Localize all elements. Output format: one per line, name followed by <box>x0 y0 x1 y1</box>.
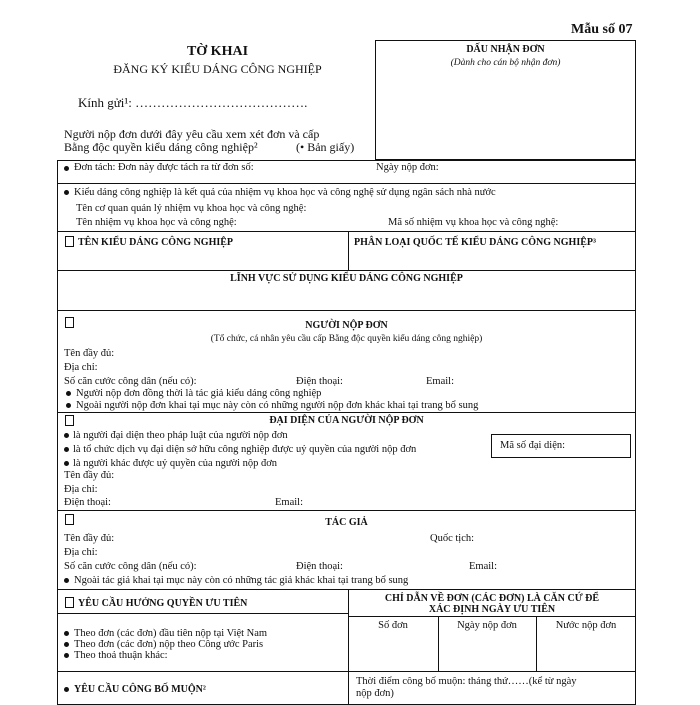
priority-opt3-bullet[interactable] <box>64 653 69 658</box>
late-publication-text-1: Thời điểm công bố muộn: tháng thứ……(kể từ ngày <box>356 676 577 687</box>
field-of-use-label: LĨNH VỰC SỬ DỤNG KIỂU DÁNG CÔNG NGHIỆP <box>230 273 463 284</box>
request-line-2: Bằng độc quyền kiểu dáng công nghiệp² <box>64 140 258 154</box>
author-nationality: Quốc tịch: <box>430 533 475 544</box>
priority-checkbox[interactable] <box>65 597 74 608</box>
request-line-1: Người nộp đơn dưới đây yêu cầu xem xét đơn và cấp <box>64 127 320 141</box>
divider <box>348 616 636 617</box>
priority-opt2-bullet[interactable] <box>64 642 69 647</box>
recipient-line: Kính gửi¹: …………………………………. <box>78 95 308 110</box>
author-opt: Ngoài tác giả khai tại mục này còn có những tác giả khác khai tại trang bổ sung <box>74 575 409 586</box>
divider <box>57 510 636 511</box>
author-opt-bullet[interactable] <box>64 578 69 583</box>
late-publication-text-2: nộp đơn) <box>356 688 394 699</box>
late-publication-bullet[interactable] <box>64 687 69 692</box>
form-title: TỜ KHAI <box>186 44 249 59</box>
priority-opt3: Theo thoả thuận khác: <box>74 650 168 661</box>
divider <box>57 310 636 311</box>
divider <box>57 412 636 413</box>
rep-email: Email: <box>275 497 303 508</box>
divider <box>57 183 636 184</box>
divider <box>57 270 636 271</box>
rep-opt2-bullet[interactable] <box>64 447 69 452</box>
form-subtitle: ĐĂNG KÝ KIỂU DÁNG CÔNG NGHIỆP <box>113 62 322 76</box>
research-task: Tên nhiệm vụ khoa học và công nghệ: <box>76 217 237 228</box>
rep-opt2: là tổ chức dịch vụ đại diện sở hữu công nghiệp được uỷ quyền của người nộp đơn <box>73 444 417 455</box>
priority-title: YÊU CẦU HƯỞNG QUYỀN ƯU TIÊN <box>78 598 248 609</box>
author-id: Số căn cước công dân (nếu có): <box>64 561 197 572</box>
rep-opt1-bullet[interactable] <box>64 433 69 438</box>
basis-col-number: Số đơn <box>378 620 408 631</box>
divider <box>57 613 348 614</box>
late-publication-title: YÊU CẦU CÔNG BỐ MUỘN² <box>74 684 206 695</box>
research-code: Mã số nhiệm vụ khoa học và công nghệ: <box>388 217 559 228</box>
priority-opt2: Theo đơn (các đơn) nộp theo Công ước Paris <box>74 639 264 650</box>
rep-code-label: Mã số đại diện: <box>500 440 566 451</box>
rep-address: Địa chỉ: <box>64 484 98 495</box>
divider <box>57 231 636 232</box>
applicant-full-name: Tên đầy đủ: <box>64 348 115 359</box>
author-title: TÁC GIẢ <box>325 517 368 528</box>
divider <box>57 589 636 590</box>
design-name-checkbox[interactable] <box>65 236 74 247</box>
applicant-email: Email: <box>426 376 454 387</box>
applicant-opt2: Ngoài người nộp đơn khai tại mục này còn có những người nộp đơn khác khai tại trang bổ sung <box>76 400 479 411</box>
priority-opt1-bullet[interactable] <box>64 631 69 636</box>
applicant-phone: Điện thoại: <box>296 376 343 387</box>
applicant-note: (Tổ chức, cá nhân yêu cầu cấp Bằng độc quyền kiểu dáng công nghiệp) <box>210 334 483 344</box>
applicant-id: Số căn cước công dân (nếu có): <box>64 376 197 387</box>
priority-opt1: Theo đơn (các đơn) đầu tiên nộp tại Việt Nam <box>74 628 268 639</box>
rep-phone: Điện thoại: <box>64 497 111 508</box>
paper-option[interactable]: (• Bản giấy) <box>296 140 355 154</box>
applicant-address: Địa chỉ: <box>64 362 98 373</box>
applicant-opt1: Người nộp đơn đồng thời là tác giả kiểu dáng công nghiệp <box>76 388 322 399</box>
rep-opt3: là người khác được uỷ quyền của người nộp đơn <box>73 458 278 469</box>
research-line-1: Kiểu dáng công nghiệp là kết quả của nhiệm vụ khoa học và công nghệ sử dụng ngân sách nhà nước <box>74 187 496 198</box>
form-number: Mẫu số 07 <box>571 22 633 37</box>
rep-full-name: Tên đầy đủ: <box>64 470 115 481</box>
rep-opt3-bullet[interactable] <box>64 461 69 466</box>
research-bullet[interactable] <box>64 190 69 195</box>
basis-col-date: Ngày nộp đơn <box>457 620 517 631</box>
author-email: Email: <box>469 561 497 572</box>
applicant-opt1-bullet[interactable] <box>66 391 71 396</box>
research-agency: Tên cơ quan quản lý nhiệm vụ khoa học và công nghệ: <box>76 203 307 214</box>
author-phone: Điện thoại: <box>296 561 343 572</box>
basis-title-line-2: XÁC ĐỊNH NGÀY ƯU TIÊN <box>428 604 556 615</box>
applicant-title: NGƯỜI NỘP ĐƠN <box>305 320 388 331</box>
basis-col-country: Nước nộp đơn <box>555 620 617 631</box>
divider <box>57 671 636 672</box>
design-name-label: TÊN KIỂU DÁNG CÔNG NGHIỆP <box>78 237 234 248</box>
split-label: Đơn tách: Đơn này được tách ra từ đơn số: <box>74 162 254 173</box>
divider <box>348 231 349 271</box>
applicant-opt2-bullet[interactable] <box>66 403 71 408</box>
receipt-note: (Dành cho cán bộ nhận đơn) <box>450 58 561 68</box>
split-date: Ngày nộp đơn: <box>376 162 439 173</box>
classification-label: PHÂN LOẠI QUỐC TẾ KIỂU DÁNG CÔNG NGHIỆP³ <box>354 237 597 248</box>
split-bullet[interactable] <box>64 166 69 171</box>
representative-title: ĐẠI DIỆN CỦA NGƯỜI NỘP ĐƠN <box>269 415 424 426</box>
author-address: Địa chỉ: <box>64 547 98 558</box>
rep-opt1: là người đại diện theo pháp luật của người nộp đơn <box>73 430 288 441</box>
author-full-name: Tên đầy đủ: <box>64 533 115 544</box>
basis-title-line-1: CHỈ DẪN VỀ ĐƠN (CÁC ĐƠN) LÀ CĂN CỨ ĐỂ <box>384 593 600 604</box>
receipt-title: DẤU NHẬN ĐƠN <box>466 44 545 55</box>
